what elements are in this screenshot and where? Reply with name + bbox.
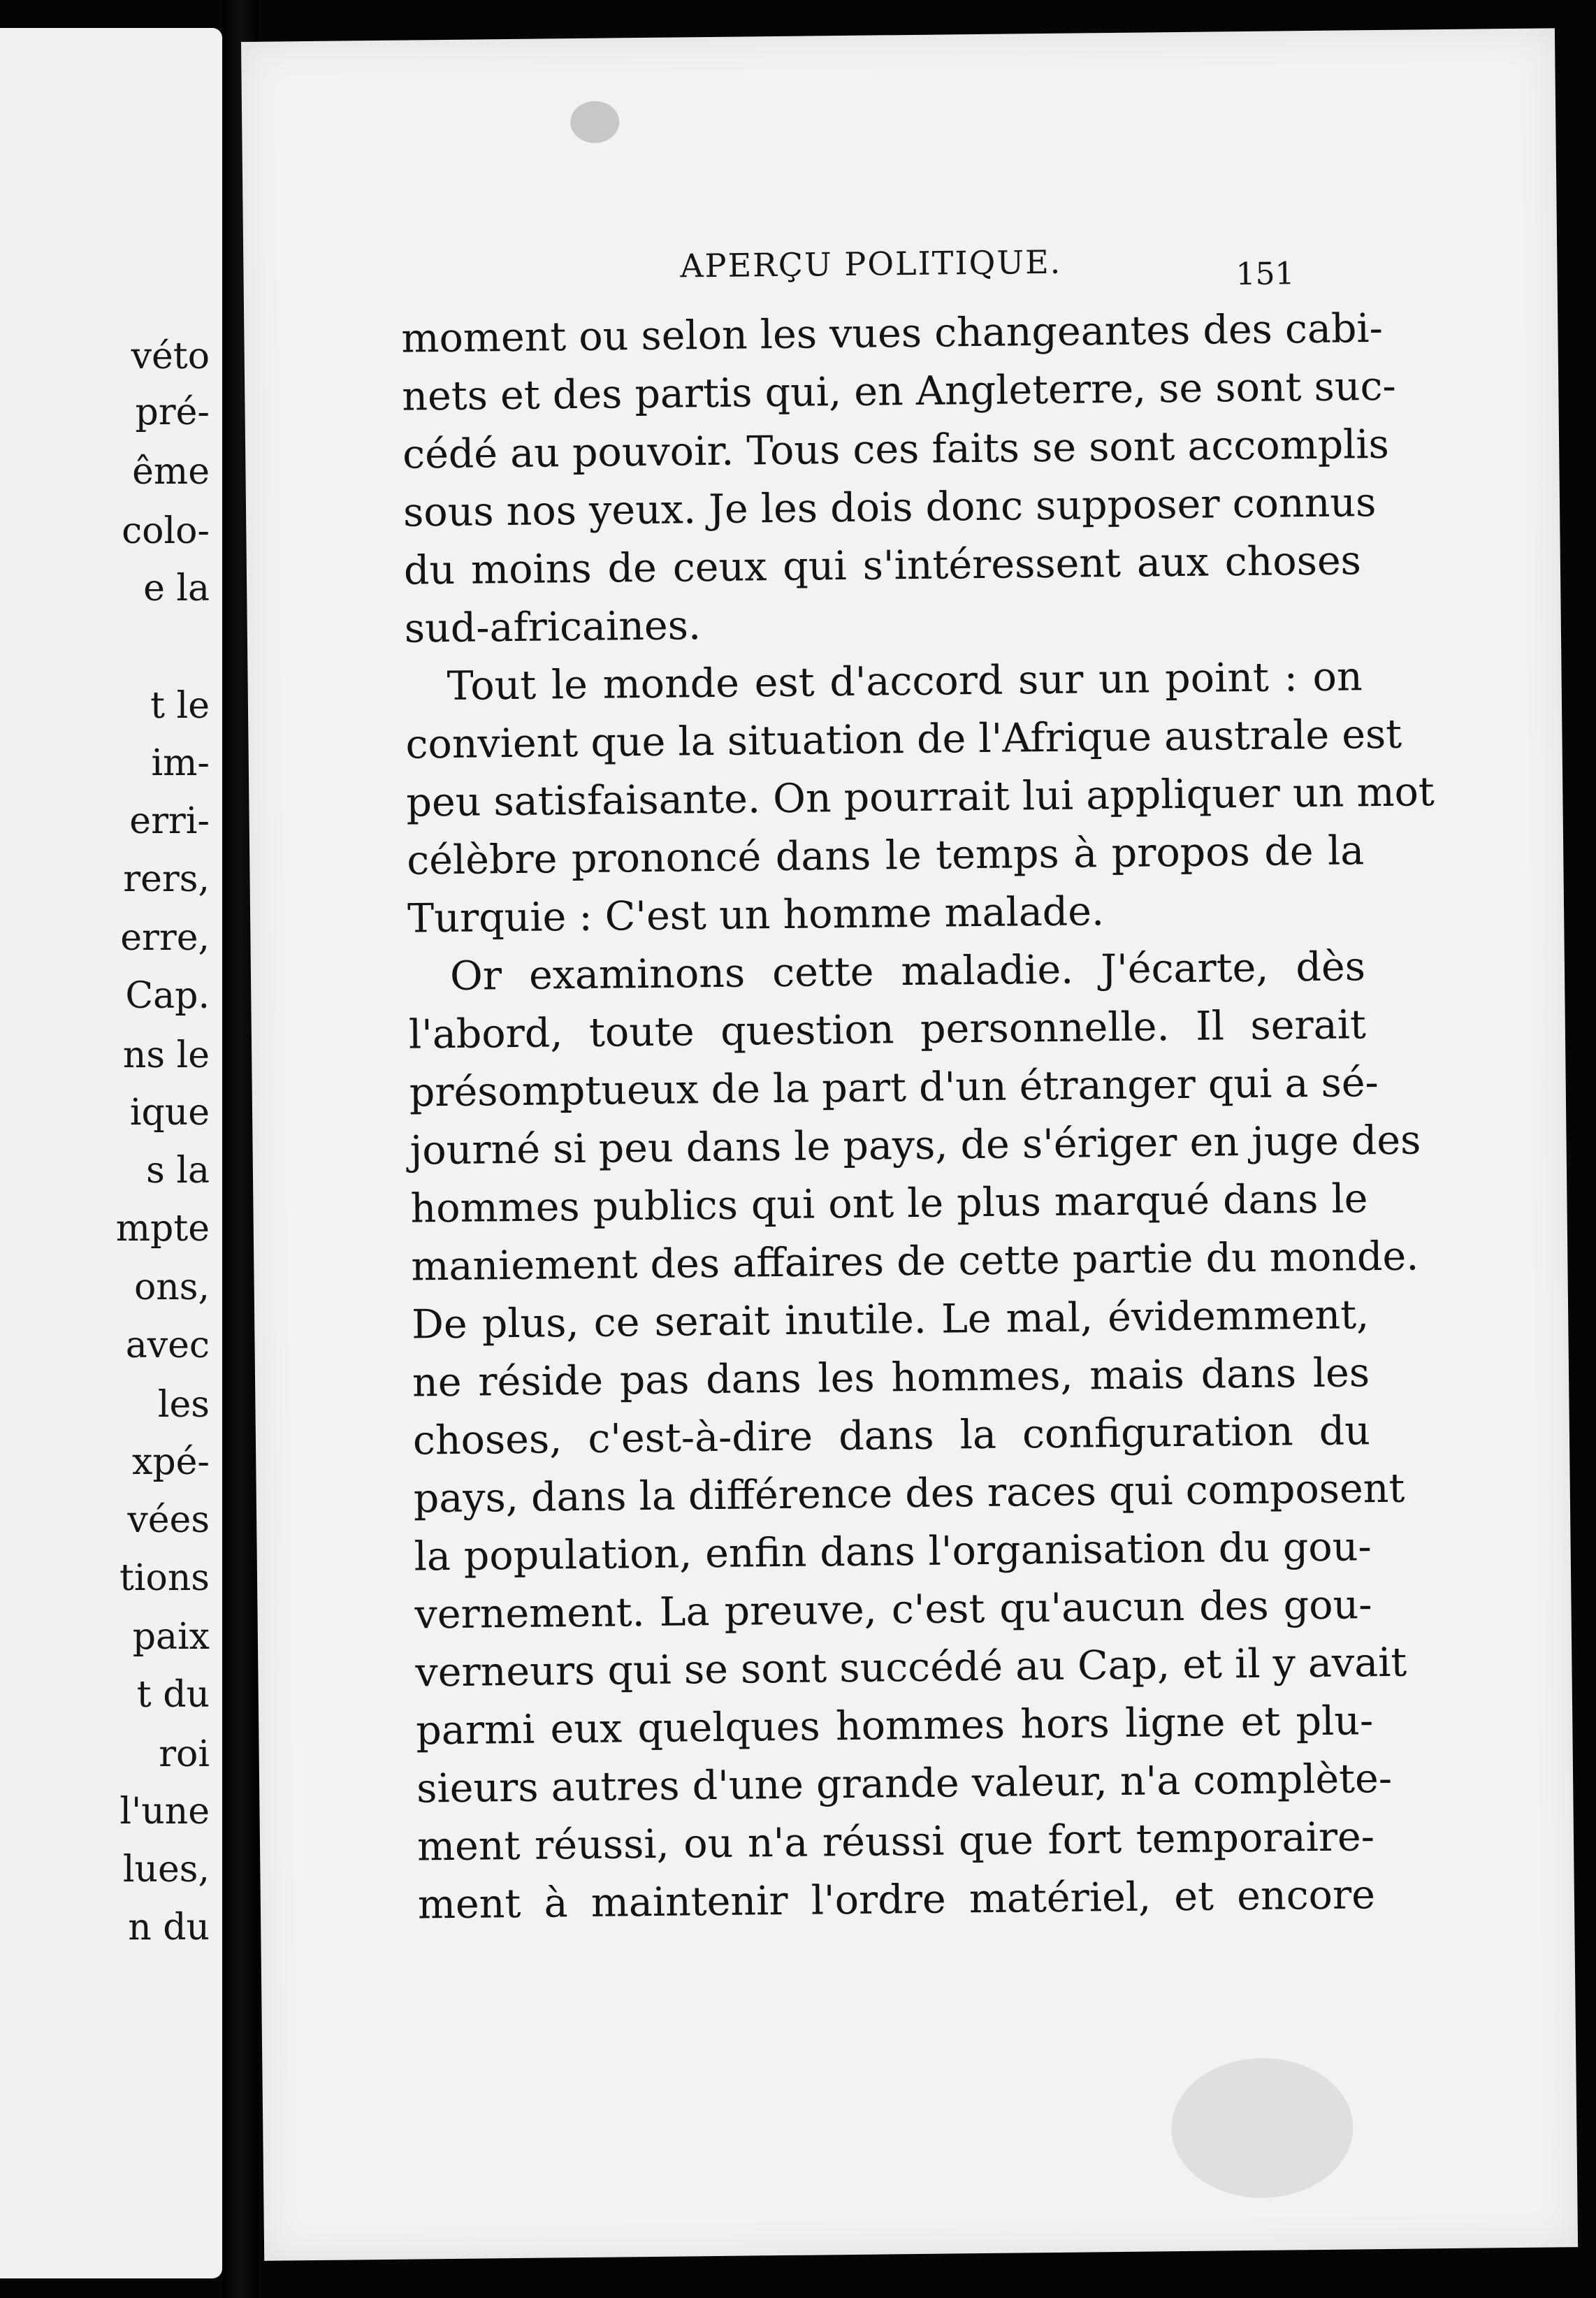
text-line: du moins de ceux qui s'intéressent aux choses <box>403 537 1362 594</box>
facing-page-line: t le <box>150 685 210 727</box>
facing-page-line: rers, <box>123 858 210 900</box>
facing-page-line: l'une <box>119 1791 210 1833</box>
facing-page-line: avec <box>125 1324 210 1366</box>
text-line: maniement des affaires de cette partie du monde. <box>411 1233 1419 1290</box>
text-line: verneurs qui se sont succédé au Cap, et il y avait <box>415 1639 1407 1696</box>
text-line: vernement. La preuve, c'est qu'aucun des gou- <box>414 1582 1372 1638</box>
facing-page-line: pré- <box>135 391 210 433</box>
text-line: peu satisfaisante. On pourrait lui appliquer un mot <box>406 769 1435 826</box>
text-line: présomptueux de la part d'un étranger qui a sé- <box>409 1060 1379 1116</box>
text-line: De plus, ce serait inutile. Le mal, évidemment, <box>411 1292 1370 1348</box>
text-line: sud-africaines. <box>404 602 702 652</box>
facing-page-line: erre, <box>120 917 210 959</box>
text-line: pays, dans la différence des races qui composent <box>413 1465 1405 1522</box>
facing-page-line: im- <box>151 742 210 784</box>
paper-stain <box>570 101 620 143</box>
paragraph-first-line: Or examinons cette maladie. J'écarte, dès <box>449 944 1366 999</box>
body-text <box>401 305 1435 2063</box>
facing-page-line: roi <box>159 1733 210 1775</box>
facing-page-line: véto <box>131 335 210 377</box>
facing-page-line: les <box>157 1384 210 1426</box>
facing-page-line: paix <box>132 1616 210 1658</box>
text-line: convient que la situation de l'Afrique australe est <box>405 711 1402 768</box>
paper-stain <box>1170 2058 1354 2199</box>
facing-page-line: ême <box>132 451 210 493</box>
facing-page-line: t du <box>136 1674 210 1716</box>
facing-page-line: xpé- <box>132 1441 210 1483</box>
facing-page-left <box>0 28 222 2278</box>
text-line: célèbre prononcé dans le temps à propos de la <box>406 828 1365 884</box>
text-line: la population, enfin dans l'organisation du gou- <box>414 1524 1372 1580</box>
page-number: 151 <box>1235 256 1295 293</box>
text-line: choses, c'est-à-dire dans la configuration du <box>412 1408 1371 1464</box>
text-line: ne réside pas dans les hommes, mais dans les <box>412 1350 1370 1406</box>
text-line: l'abord, toute question personnelle. Il serait <box>408 1002 1367 1058</box>
text-line: sieurs autres d'une grande valeur, n'a complète- <box>416 1755 1393 1812</box>
facing-page-line: ns le <box>122 1034 210 1076</box>
facing-page-line: Cap. <box>125 975 210 1017</box>
facing-page-line: ique <box>129 1092 210 1134</box>
text-line: parmi eux quelques hommes hors ligne et plu- <box>415 1698 1374 1754</box>
facing-page-line: n du <box>128 1907 210 1949</box>
text-line: hommes publics qui ont le plus marqué dans le <box>410 1176 1368 1232</box>
paragraph-first-line: Tout le monde est d'accord sur un point : on <box>447 653 1363 709</box>
facing-page-line: s la <box>146 1150 210 1192</box>
facing-page-line: ons, <box>133 1266 210 1308</box>
facing-page-line: lues, <box>122 1849 210 1891</box>
facing-page-line: mpte <box>115 1208 210 1250</box>
text-line: sous nos yeux. Je les dois donc supposer connus <box>402 479 1377 536</box>
text-line: journé si peu dans le pays, de s'ériger en juge des <box>409 1117 1421 1174</box>
text-line: moment ou selon les vues changeantes des cabi- <box>401 305 1384 362</box>
facing-page-line: vées <box>127 1499 210 1541</box>
book-page <box>241 28 1578 2261</box>
running-head: APERÇU POLITIQUE. <box>680 243 1062 285</box>
text-line: Turquie : C'est un homme malade. <box>407 888 1105 942</box>
text-line: nets et des partis qui, en Angleterre, se sont suc- <box>401 363 1397 420</box>
facing-page-line: e la <box>143 568 210 609</box>
text-line: cédé au pouvoir. Tous ces faits se sont accomplis <box>402 421 1390 478</box>
facing-page-line: erri- <box>129 800 210 842</box>
text-line: ment à maintenir l'ordre matériel, et encore <box>417 1872 1376 1928</box>
text-line: ment réussi, ou n'a réussi que fort temporaire- <box>416 1814 1375 1870</box>
facing-page-line: tions <box>119 1557 210 1599</box>
facing-page-line: colo- <box>122 510 210 552</box>
